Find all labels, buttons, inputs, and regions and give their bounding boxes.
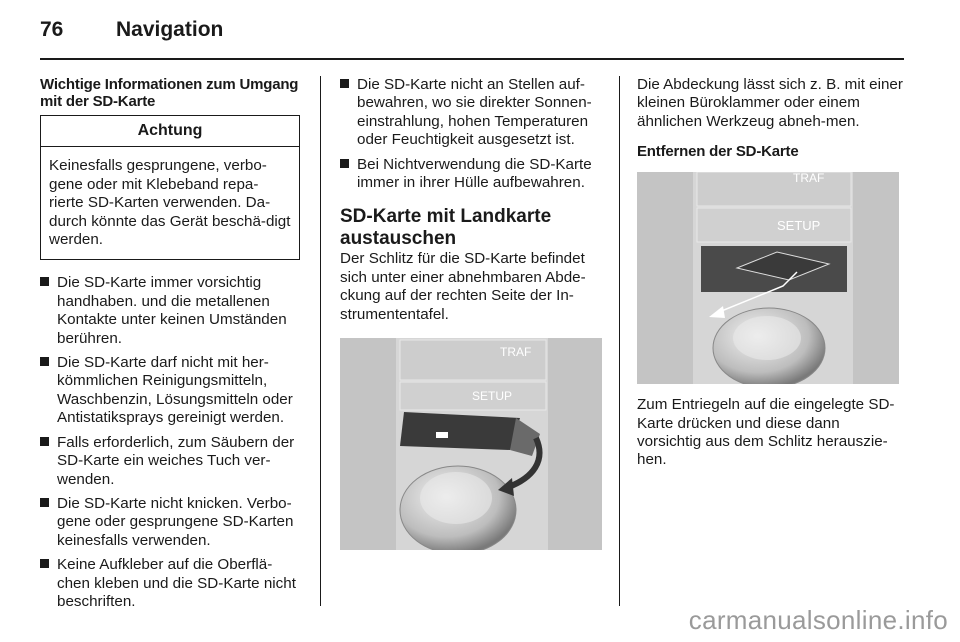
- list-item: Keine Aufkleber auf die Oberflä-chen kleben und die SD-Karte nicht beschriften.: [40, 556, 302, 611]
- bullet-square-icon: [40, 357, 49, 366]
- list-item: Die SD-Karte darf nicht mit her-kömmlichen Reinigungsmitteln, Waschbenzin, Lösungsmitteln oder Antistatiksprays gereinigt werden.: [40, 354, 302, 428]
- column-divider-2: [619, 76, 620, 606]
- figure-label-setup: SETUP: [472, 389, 513, 404]
- column-3: [637, 76, 905, 470]
- column-divider-1: [320, 76, 321, 606]
- bullet-square-icon: [340, 79, 349, 88]
- storage-bullet-list: [340, 76, 602, 192]
- column-2: [340, 76, 602, 550]
- watermark-text: carmanualsonline.info: [688, 605, 948, 635]
- list-item: Falls erforderlich, zum Säubern der SD-Karte ein weiches Tuch ver-wenden.: [40, 434, 302, 489]
- figure-label-traf: TRAF: [500, 345, 532, 360]
- section-subheading: Wichtige Informationen zum Umgang mit der SD-Karte: [40, 76, 299, 110]
- figure-remove-card: [637, 172, 899, 384]
- list-item: Bei Nichtverwendung die SD-Karte immer in ihrer Hülle aufbewahren.: [340, 156, 602, 193]
- bullet-square-icon: [40, 277, 49, 286]
- bullet-square-icon: [40, 437, 49, 446]
- column-1: [40, 76, 302, 617]
- caution-text: Keinesfalls gesprungene, verbo-gene oder mit Klebeband repa-rierte SD-Karten verwenden. Da-durch könnte das Gerät beschä-digt werden.: [49, 157, 291, 249]
- caution-title: Achtung: [41, 116, 299, 147]
- panel-illustration: [637, 172, 899, 384]
- header-rule: [40, 58, 904, 60]
- list-item: Die SD-Karte nicht knicken. Verbo-gene oder gesprungene SD-Karten keinesfalls verwenden.: [40, 495, 302, 550]
- body-paragraph: Die Abdeckung lässt sich z. B. mit einer kleinen Büroklammer oder einem ähnlichen Werkzeug abneh-men.: [637, 76, 903, 130]
- bullet-square-icon: [40, 559, 49, 568]
- figure-label-setup: SETUP: [777, 218, 821, 234]
- body-paragraph: Zum Entriegeln auf die eingelegte SD-Karte drücken und diese dann vorsichtig aus dem Schlitz herauszie-hen.: [637, 396, 895, 469]
- page-number: 76: [40, 18, 64, 41]
- page-title: Navigation: [116, 18, 224, 41]
- care-bullet-list: [40, 274, 302, 611]
- list-item: Die SD-Karte nicht an Stellen auf-bewahren, wo sie direkter Sonnen-einstrahlung, hohen Temperaturen oder Feuchtigkeit ausgesetzt ist.: [340, 76, 602, 150]
- figure-label-traf: TRAF: [793, 172, 825, 186]
- bullet-square-icon: [340, 159, 349, 168]
- section-heading: SD-Karte mit Landkarte austauschen: [340, 206, 552, 250]
- body-paragraph: Der Schlitz für die SD-Karte befindet sich unter einer abnehmbaren Abde-ckung auf der rechten Seite der In-strumententafel.: [340, 250, 586, 323]
- panel-illustration: [340, 338, 602, 550]
- caution-box: [40, 115, 300, 260]
- figure-slot-cover: [340, 338, 602, 550]
- section-subheading: Entfernen der SD-Karte: [637, 143, 799, 161]
- bullet-square-icon: [40, 498, 49, 507]
- list-item: Die SD-Karte immer vorsichtig handhaben. und die metallenen Kontakte unter keinen Umständen berühren.: [40, 274, 302, 348]
